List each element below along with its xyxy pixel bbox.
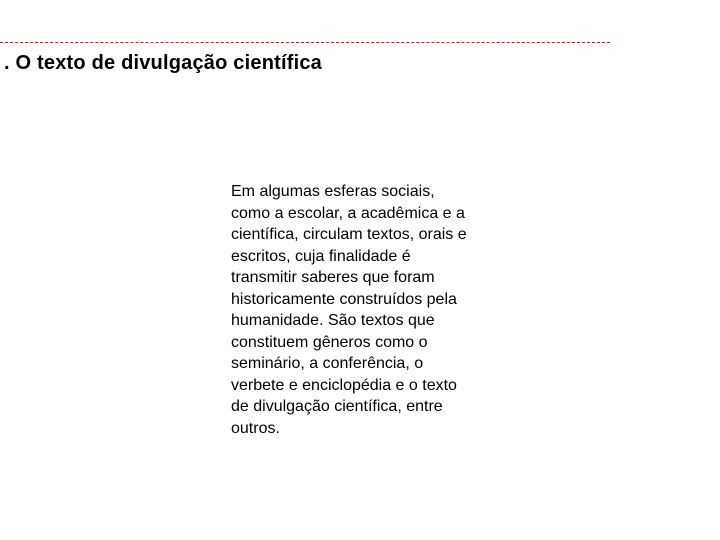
body-line: de divulgação científica, entre: [231, 398, 443, 415]
body-line: seminário, a conferência, o: [231, 355, 424, 372]
body-line: verbete e enciclopédia e o texto: [231, 376, 457, 394]
body-line: escritos, cuja finalidade é: [231, 247, 411, 265]
body-line: Em algumas esferas sociais,: [231, 183, 435, 200]
slide-title: . O texto de divulgação científica: [4, 52, 322, 74]
body-line: transmitir saberes que foram: [231, 269, 435, 286]
body-line: historicamente construídos pela: [231, 290, 457, 308]
body-line: constituem gêneros como o: [231, 333, 428, 351]
body-line: como a escolar, a acadêmica e a: [231, 204, 465, 222]
body-line: outros.: [231, 419, 280, 437]
body-line: científica, circulam textos, orais e: [231, 226, 467, 243]
body-line: humanidade. São textos que: [231, 312, 435, 329]
title-divider: [0, 42, 610, 43]
body-paragraph: [231, 181, 511, 439]
